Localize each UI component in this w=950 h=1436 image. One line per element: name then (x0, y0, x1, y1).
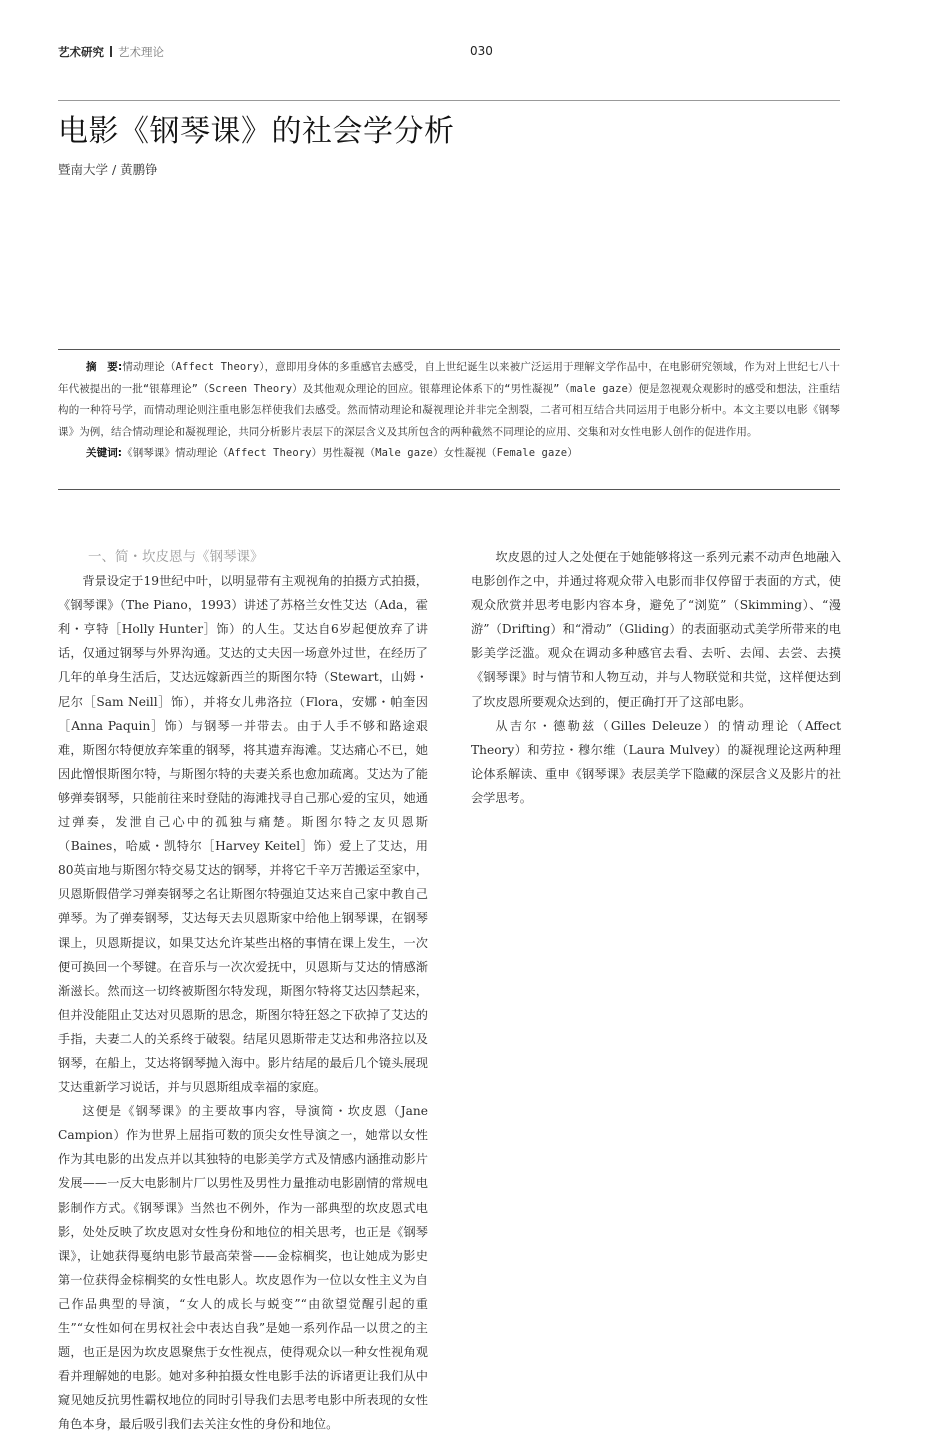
section-heading: 一、简・坎皮恩与《钢琴课》 (88, 549, 264, 565)
abstract-label: 摘 要: (86, 361, 123, 373)
abstract-block (58, 357, 840, 465)
journal-subsection: 艺术理论 (118, 45, 164, 59)
body-column-right (471, 545, 841, 810)
abstract-paragraph (58, 357, 840, 443)
abstract-bottom-rule (58, 489, 840, 490)
header-rule (58, 100, 840, 101)
keywords-paragraph (58, 443, 840, 465)
keywords-text: 《钢琴课》情动理论（Affect Theory）男性凝视（Male gaze）女性凝视（Female gaze） (122, 447, 578, 459)
article-title: 电影《钢琴课》的社会学分析 (58, 114, 455, 149)
body-paragraph: 背景设定于19世纪中叶，以明显带有主观视角的拍摄方式拍摄，《钢琴课》（The Piano，1993）讲述了苏格兰女性艾达（Ada，霍利・亨特［Holly Hunter］饰）的人生。艾达自6岁起便放弃了讲话，仅通过钢琴与外界沟通。艾达的丈夫因一场意外过世，在经历了几年的单身生活后，艾达远嫁新西兰的斯图尔特（Stewart，山姆・尼尔［Sam Neill］饰），并将女儿弗洛拉（Flora，安娜・帕奎因［Anna Paquin］饰）与钢琴一并带去。由于人手不够和路途艰难，斯图尔特便放弃笨重的钢琴，将其遗弃海滩。艾达痛心不已，她因此憎恨斯图尔特，与斯图尔特的夫妻关系也愈加疏离。艾达为了能够弹奏钢琴，只能前往来时登陆的海滩找寻自己那心爱的宝贝，她通过弹奏，发泄自己心中的孤独与痛楚。斯图尔特之友贝恩斯（Baines，哈威・凯特尔［Harvey Keitel］饰）爱上了艾达，用80英亩地与斯图尔特交易艾达的钢琴，并将它千辛万苦搬运至家中，贝恩斯假借学习弹奏钢琴之名让斯图尔特强迫艾达来自己家中教自己弹琴。为了弹奏钢琴，艾达每天去贝恩斯家中给他上钢琴课，在钢琴课上，贝恩斯提议，如果艾达允许某些出格的事情在课上发生，一次便可换回一个琴键。在音乐与一次次爱抚中，贝恩斯与艾达的情感渐渐滋长。然而这一切终被斯图尔特发现，斯图尔特将艾达囚禁起来，但并没能阻止艾达对贝恩斯的思念，斯图尔特狂怒之下砍掉了艾达的手指，夫妻二人的关系终于破裂。结尾贝恩斯带走艾达和弗洛拉以及钢琴，在船上，艾达将钢琴抛入海中。影片结尾的最后几个镜头展现艾达重新学习说话，并与贝恩斯组成幸福的家庭。 (58, 574, 428, 1095)
body-column-left (58, 545, 428, 1436)
abstract-text: 情动理论（Affect Theory），意即用身体的多重感官去感受，自上世纪诞生以来被广泛运用于理解文学作品中，在电影研究领域，作为对上世纪七八十年代被提出的一批“银幕理论”（Screen Theory）及其他观众理论的回应。银幕理论体系下的“男性凝视”（male gaze）便是忽视观众观影时的感受和想法，注重结构的一种符号学，而情动理论则注重电影怎样使我们去感受。然而情动理论和凝视理论并非完全割裂，二者可相互结合共同运用于电影分析中。本文主要以电影《钢琴课》为例，结合情动理论和凝视理论，共同分析影片表层下的深层含义及其所包含的两种截然不同理论的应用、交集和对女性电影人创作的促进作用。 (58, 361, 840, 438)
journal-section: 艺术研究 (58, 45, 104, 59)
keywords-label: 关键词: (86, 447, 123, 459)
running-header (58, 44, 164, 60)
body-paragraph: 这便是《钢琴课》的主要故事内容，导演简・坎皮恩（Jane Campion）作为世界上屈指可数的顶尖女性导演之一，她常以女性作为其电影的出发点并以其独特的电影美学方式及情感内涵推动影片发展——一反大电影制片厂以男性及男性力量推动电影剧情的常规电影制作方式。《钢琴课》当然也不例外，作为一部典型的坎皮恩式电影，处处反映了坎皮恩对女性身份和地位的相关思考，也正是《钢琴课》，让她获得戛纳电影节最高荣誉——金棕榈奖，也让她成为影史第一位获得金棕榈奖的女性电影人。坎皮恩作为一位以女性主义为自己作品典型的导演，“女人的成长与蜕变”“由欲望觉醒引起的重生”“女性如何在男权社会中表达自我”是她一系列作品一以贯之的主题，也正是因为坎皮恩聚焦于女性视点，使得观众以一种女性视角观看并理解她的电影。她对多种拍摄女性电影手法的诉诸更让我们从中窥见她反抗男性霸权地位的同时引导我们去思考电影中所表现的女性角色本身，最后吸引我们去关注女性的身份和地位。 (58, 1104, 428, 1432)
abstract-top-rule (58, 349, 840, 350)
article-author: 暨南大学 / 黄鹏铮 (58, 162, 158, 177)
header-divider (110, 46, 112, 57)
body-paragraph: 坎皮恩的过人之处便在于她能够将这一系列元素不动声色地融入电影创作之中，并通过将观众带入电影而非仅停留于表面的方式，使观众欣赏并思考电影内容本身，避免了“浏览”（Skimming）、“漫游”（Drifting）和“滑动”（Gliding）的表面驱动式美学所带来的电影美学泛滥。观众在调动多种感官去看、去听、去闻、去尝、去摸《钢琴课》时与情节和人物互动，并与人物联觉和共觉，这样便达到了坎皮恩所要观众达到的，便正确打开了这部电影。 (471, 550, 841, 709)
body-paragraph: 从吉尔・德勒兹（Gilles Deleuze）的情动理论（Affect Theory）和劳拉・穆尔维（Laura Mulvey）的凝视理论这两种理论体系解读、重申《钢琴课》表层美学下隐藏的深层含义及影片的社会学思考。 (471, 718, 841, 805)
page-number: 030 (470, 44, 493, 58)
